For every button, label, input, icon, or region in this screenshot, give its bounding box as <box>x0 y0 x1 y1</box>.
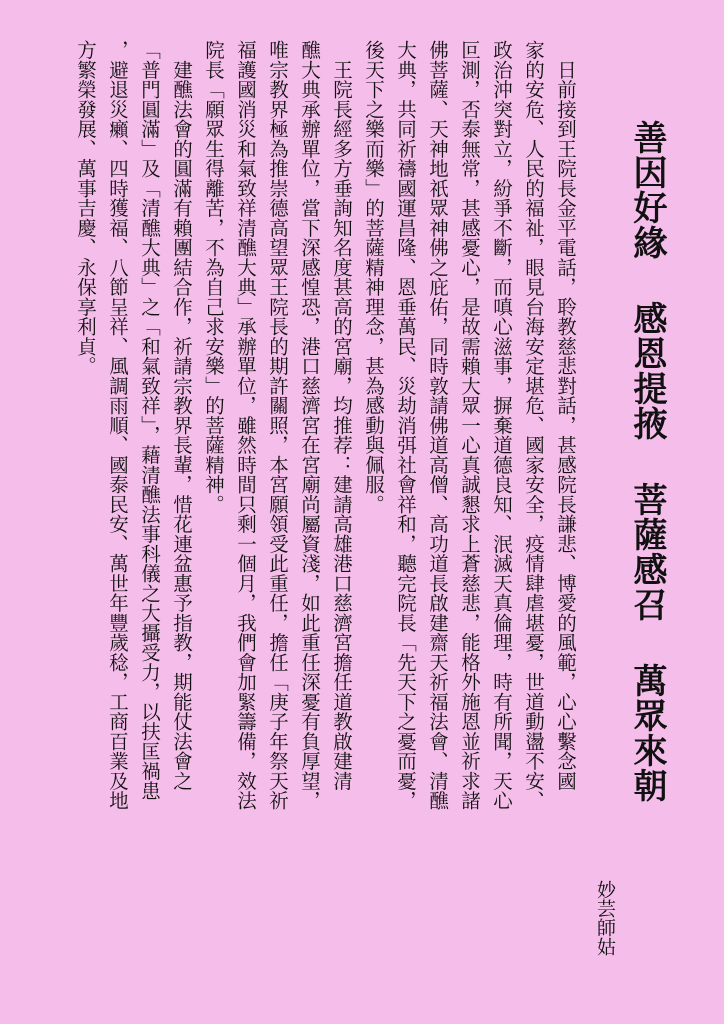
body-column-8: 王院長經多方垂詢知名度甚高的宮廟，均推荐：建請高雄港口慈濟宮擔任道教啟建清 <box>330 40 353 791</box>
body-column-16: 方繁榮發展、萬事吉慶、永保享利貞。 <box>74 40 97 376</box>
body-column-13: 建醮法會的圓滿有賴團結合作，祈請宗教界長輩，惜花連盆惠予指教，期能仗法會之 <box>170 40 193 791</box>
body-column-15: ，避退災癩、四時獲福、八節呈祥、風調雨順、國泰民安、萬世年豐歲稔，工商百業及地 <box>106 40 129 811</box>
body-column-4: 叵測，否泰無常，甚感憂心，是故需賴大眾一心真誠懇求上蒼慈悲，能格外施恩並祈求諸 <box>458 40 481 811</box>
body-column-7: 後天下之樂而樂」的菩薩精神理念，甚為感動與佩服。 <box>362 40 385 514</box>
body-column-1: 日前接到王院長金平電話，聆教慈悲對話，甚感院長謙悲、博愛的風範，心心繫念國 <box>554 40 577 791</box>
body-column-6: 大典，共同祈禱國運昌隆、恩垂萬民、災劫消弭社會祥和，聽完院長「先天下之憂而憂， <box>394 40 417 811</box>
body-column-12: 院長「願眾生得離苦，不為自己求安樂」的菩薩精神。 <box>202 40 225 514</box>
body-column-11: 福護國消災和氣致祥清醮大典」承辦單位，雖然時間只剩一個月，我們會加緊籌備，效法 <box>234 40 257 811</box>
body-column-3: 政治沖突對立，紛爭不斷，而嗔心滋事，摒棄道德良知、泯滅天真倫理，時有所聞，天心 <box>490 40 513 811</box>
author-name: 妙芸師姑 <box>594 880 616 956</box>
body-column-10: 唯宗教界極為推崇德高望眾王院長的期許關照，本宮願領受此重任，擔任「庚子年祭天祈 <box>266 40 289 811</box>
article-title: 善因好緣 感恩提掖 菩薩感召 萬眾來朝 <box>627 120 667 803</box>
body-column-14: 「普門圓滿」及「清醮大典」之「和氣致祥」，藉清醮法事科儀之大攝受力，以扶匡禍患 <box>138 40 161 801</box>
body-column-9: 醮大典承辦單位，當下深感惶恐，港口慈濟宮在宮廟尚屬資淺，如此重任深憂有負厚望， <box>298 40 321 811</box>
body-column-2: 家的安危、人民的福祉，眼見台海安定堪危、國家安全，疫情肆虐堪憂，世道動盪不安、 <box>522 40 545 811</box>
body-column-5: 佛菩薩、天神地祇眾神佛之庇佑，同時敦請佛道高僧、高功道長啟建齋天祈福法會、清醮 <box>426 40 449 811</box>
